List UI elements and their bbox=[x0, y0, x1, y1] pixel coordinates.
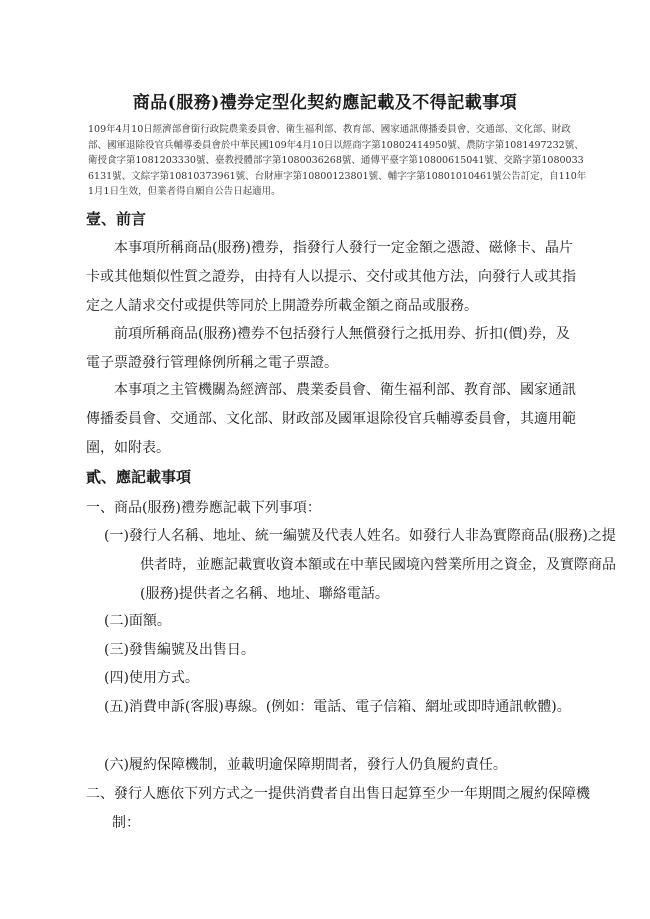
sub-item-4: (四)使用方式。 bbox=[104, 670, 199, 686]
section-heading-required-items: 貳、應記載事項 bbox=[86, 468, 192, 486]
list-item-2: 二、發行人應依下列方式之一提供消費者自出售日起算至少一年期間之履約保障機制： bbox=[86, 786, 590, 831]
sub-item-1: (一)發行人名稱、地址、統一編號及代表人姓名。如發行人非為實際商品(服務)之提供者時，並應記載實收資本額或在中華民國境內營業所用之資金，及實際商品(服務)提供者之名稱、地址、聯絡電話。 bbox=[104, 528, 616, 602]
document-title: 商品(服務)禮券定型化契約應記載及不得記載事項 bbox=[132, 93, 518, 113]
preface-paragraph-2: 前項所稱商品(服務)禮券不包括發行人無償發行之抵用券、折扣(價)券，及電子票證發行管理條例所稱之電子票證。 bbox=[86, 326, 570, 371]
preface-paragraph-3: 本事項之主管機關為經濟部、農業委員會、衛生福利部、教育部、國家通訊傳播委員會、交通部、文化部、財政部及國軍退除役官兵輔導委員會，其適用範圍，如附表。 bbox=[86, 382, 576, 456]
sub-item-2: (二)面額。 bbox=[104, 613, 171, 629]
sub-item-3: (三)發售編號及出售日。 bbox=[104, 642, 255, 658]
preface-paragraph-1: 本事項所稱商品(服務)禮券，指發行人發行一定金額之憑證、磁條卡、晶片卡或其他類似性質之證券，由持有人以提示、交付或其他方法，向發行人或其指定之人請求交付或提供等同於上開證券所載金額之商品或服務。 bbox=[86, 240, 576, 314]
announcement-preamble: 109年4月10日經濟部會銜行政院農業委員會、衛生福利部、教育部、國家通訊傳播委員會、交通部、文化部、財政部、國軍退除役官兵輔導委員會於中華民國109年4月10日以經商字第10802414950號、農防字第1081497232號、衛授食字第1081203330號、臺教授體部字第1080036268號、通傳平臺字第10800615041號、交路字第10800336131號、文綜字第10810373961號、台財庫字第10800123801號、輔字字第10801010461號公告訂定，自110年1月1日生效，但業者得自願自公告日起適用。 bbox=[88, 124, 587, 197]
list-item-1: 一、商品(服務)禮券應記載下列事項： bbox=[86, 500, 321, 516]
section-heading-preface: 壹、前言 bbox=[86, 210, 147, 228]
sub-item-5: (五)消費申訴(客服)專線。(例如：電話、電子信箱、網址或即時通訊軟體)。 bbox=[104, 699, 571, 715]
sub-item-6: (六)履約保障機制，並載明逾保障期間者，發行人仍負履約責任。 bbox=[104, 757, 507, 773]
